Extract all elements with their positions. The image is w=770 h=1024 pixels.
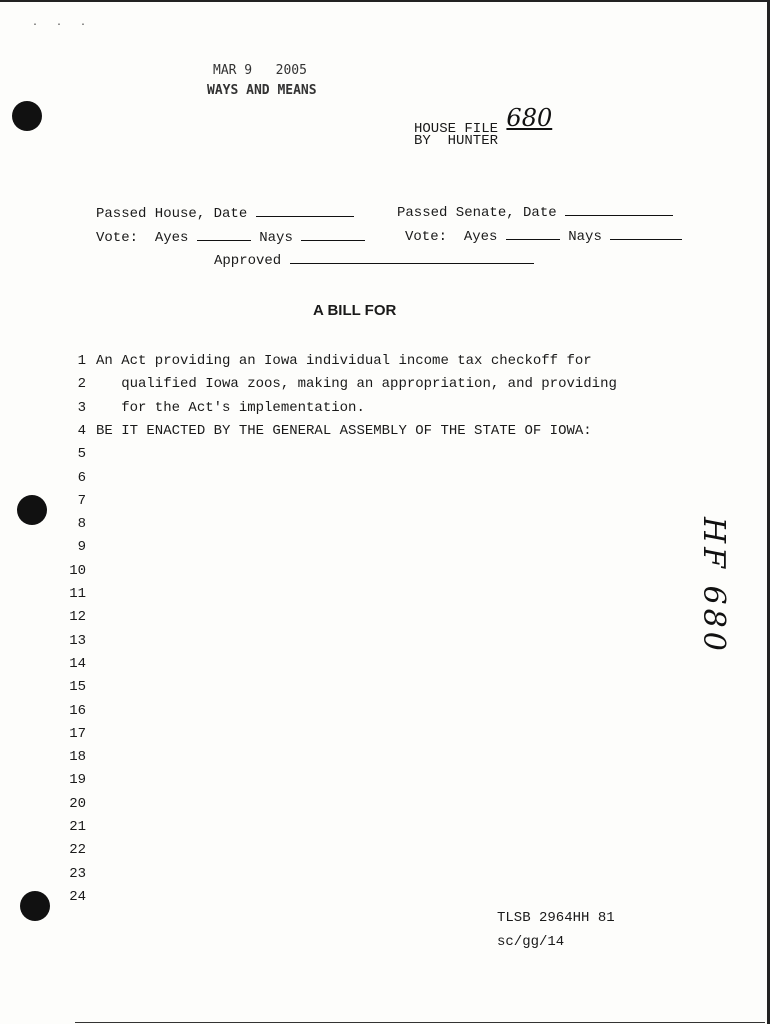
bill-line [66, 513, 96, 536]
house-ayes-blank [197, 228, 251, 241]
line-number: 24 [69, 889, 86, 905]
corner-marks: · · · [32, 20, 93, 31]
line-text: BE IT ENACTED BY THE GENERAL ASSEMBLY OF THE STATE OF IOWA: [96, 423, 592, 439]
senate-vote-label: Vote: [405, 229, 448, 245]
approved-row [214, 251, 534, 269]
punch-hole-top [12, 101, 42, 131]
bill-line [66, 606, 96, 629]
bill-line [66, 560, 96, 583]
bill-line [66, 723, 96, 746]
bill-line [66, 490, 96, 513]
senate-nays-label: Nays [568, 229, 602, 245]
line-number: 4 [77, 423, 86, 439]
line-number: 22 [69, 842, 86, 858]
line-number: 7 [77, 493, 86, 509]
bill-line [66, 886, 96, 909]
bill-line [66, 653, 96, 676]
line-number: 23 [69, 866, 86, 882]
received-stamp-date: MAR 9 2005 [213, 63, 307, 78]
bill-line [66, 839, 96, 862]
received-stamp-committee: WAYS AND MEANS [207, 83, 317, 98]
footer-rule [75, 1022, 765, 1023]
bill-line [66, 420, 592, 443]
line-number: 6 [77, 470, 86, 486]
bill-line [66, 700, 96, 723]
senate-vote-row [405, 227, 682, 245]
line-number: 15 [69, 679, 86, 695]
bill-line [66, 746, 96, 769]
line-text: for the Act's implementation. [96, 400, 365, 416]
bill-line [66, 863, 96, 886]
bill-line [66, 443, 96, 466]
passed-senate-label: Passed Senate, Date [397, 205, 557, 221]
line-number: 19 [69, 772, 86, 788]
punch-hole-bottom [20, 891, 50, 921]
bill-line [66, 676, 96, 699]
passed-senate-row [397, 203, 673, 221]
drafter-initials: sc/gg/14 [497, 934, 565, 950]
line-number: 3 [77, 400, 86, 416]
senate-ayes-blank [506, 227, 560, 240]
house-vote-row [96, 228, 365, 246]
bill-line [66, 467, 96, 490]
approved-blank [290, 251, 534, 264]
line-number: 20 [69, 796, 86, 812]
passed-house-date-blank [256, 204, 354, 217]
bill-line [66, 816, 96, 839]
passed-senate-date-blank [565, 203, 673, 216]
line-number: 17 [69, 726, 86, 742]
house-nays-label: Nays [259, 230, 293, 246]
line-number: 1 [77, 353, 86, 369]
punch-hole-middle [17, 495, 47, 525]
bill-line [66, 793, 96, 816]
tlsb-code: TLSB 2964HH 81 [497, 910, 615, 926]
line-number: 16 [69, 703, 86, 719]
senate-nays-blank [610, 227, 682, 240]
house-nays-blank [301, 228, 365, 241]
handwritten-margin-note: HF 680 [696, 517, 731, 655]
house-ayes-label: Ayes [154, 230, 189, 246]
senate-ayes-label: Ayes [463, 229, 498, 245]
line-number: 5 [77, 446, 86, 462]
line-number: 2 [77, 376, 86, 392]
line-number: 8 [77, 516, 86, 532]
bill-line [66, 769, 96, 792]
bill-line [66, 373, 617, 396]
line-number: 12 [69, 609, 86, 625]
house-file-label: HOUSE FILE [414, 121, 499, 137]
line-number: 10 [69, 563, 86, 579]
line-number: 9 [77, 539, 86, 555]
line-number: 13 [69, 633, 86, 649]
by-line: BY HUNTER [414, 133, 499, 149]
approved-label: Approved [214, 253, 282, 269]
bill-line [66, 397, 365, 420]
house-vote-label: Vote: [96, 230, 139, 246]
line-number: 21 [69, 819, 86, 835]
house-file-number: 680 [506, 104, 553, 132]
bill-title: A BILL FOR [313, 302, 397, 319]
line-number: 14 [69, 656, 86, 672]
passed-house-row [96, 204, 354, 222]
line-number: 18 [69, 749, 86, 765]
bill-line [66, 536, 96, 559]
passed-house-label: Passed House, Date [96, 206, 248, 222]
bill-line [66, 583, 96, 606]
line-text: qualified Iowa zoos, making an appropriation, and providing [96, 376, 617, 392]
bill-line [66, 630, 96, 653]
line-text: An Act providing an Iowa individual income tax checkoff for [96, 353, 592, 369]
line-number: 11 [69, 586, 86, 602]
bill-line [66, 350, 592, 373]
